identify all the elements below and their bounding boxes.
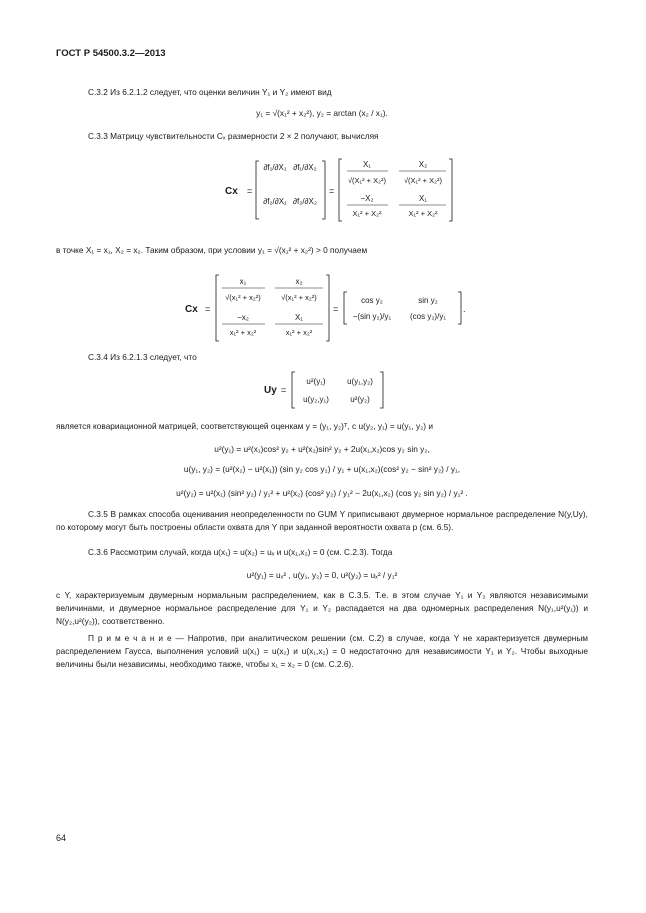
matrix-cell: √(x₁² + x₂²) [225, 293, 261, 302]
matrix-cell: u²(y₂) [350, 395, 370, 404]
paragraph-with-y: с Y, характеризуемым двумерным нормальным распределением, как в С.3.5. Т.е. в этом случае Y₁ и Y₂ являются независимыми величинами, и двумерное нормальное распределение для Y₁ и Y₂ распадается на два одномерных распределения N(y₁,u²(y₁)) и N(y₂,u²(y₂)), соответственно. [56, 590, 588, 626]
paragraph-c-3-5: С.3.5 В рамках способа оценивания неопределенности по GUM Y приписывают двумерное нормальное распределение N(y,Uy), по которому могут быть построены области охвата для Y при заданной вероятности охвата p (см. 6.5). [56, 509, 588, 532]
matrix-cell: √(X₁² + X₂²) [403, 176, 443, 185]
derivative-cell: ∂f₂/∂X₁ [263, 197, 287, 206]
matrix-lhs: Cx [185, 304, 198, 315]
matrix-cell: x₂ [295, 277, 303, 286]
svg-text:=: = [333, 304, 339, 314]
paragraph-is-covariance: является ковариационной матрицей, соответствующей оценкам y = (y₁, y₂)ᵀ, с u(y₂, y₁) = u(y₁, y₂) и [56, 421, 434, 431]
paragraph-c-3-4: С.3.4 Из 6.2.1.3 следует, что [88, 352, 197, 362]
matrix-cell: X₂ [418, 160, 428, 169]
matrix-cell: −(sin y₂)/y₁ [352, 312, 392, 321]
page-number: 64 [56, 833, 67, 843]
matrix-cell: √(X₁² + X₂²) [347, 176, 387, 185]
covariance-matrix [264, 370, 394, 410]
matrix-cell: u(y₁,y₂) [347, 377, 373, 386]
derivative-cell: ∂f₁/∂X₂ [293, 163, 317, 172]
formula-u2-y1: u²(y₁) = u²(x₁)cos² y₂ + u²(x₂)sin² y₂ + 2u(x₁,x₂)cos y₂ sin y₂, [214, 444, 430, 454]
formula-u-y1-y2: u(y₁, y₂) = (u²(x₂) − u²(x₁)) (sin y₂ cos y₂) / y₁ + u(x₁,x₂)(cos² y₂ − sin² y₂) / y₁, [183, 464, 461, 474]
matrix-cell: X₁ [294, 313, 304, 322]
formula-y1-y2: y₁ = √(x₁² + x₂²), y₂ = arctan (x₂ / x₁). [256, 108, 388, 118]
matrix-cell: (cos y₂)/y₁ [409, 312, 447, 321]
matrix-cell: X₁ [418, 194, 428, 203]
matrix-cell: u(y₂,y₁) [303, 395, 329, 404]
paragraph-c-3-3: С.3.3 Матрицу чувствительности Cₓ размерности 2 × 2 получают, вычисляя [88, 131, 379, 141]
matrix-lhs: Uy [264, 385, 277, 396]
svg-text:=: = [281, 385, 287, 395]
matrix-cell: u²(y₁) [306, 377, 326, 386]
formula-u2-y2: u²(y₂) = u²(x₁) (sin² y₂) / y₁² + u²(x₂) (cos² y₂) / y₁² − 2u(x₁,x₂) (cos y₂ sin y₂) / y₁² . [176, 488, 468, 498]
matrix-cell: X₁² + X₂² [352, 209, 382, 218]
paragraph-in-point: в точке X₁ = x₁, X₂ = x₂. Таким образом, при условии y₁ = √(x₁² + x₂²) > 0 получаем [56, 245, 368, 255]
matrix-cell: x₁² + x₂² [285, 328, 313, 337]
formula-independent-case: u²(y₁) = uₓ² , u(y₁, y₂) = 0, u²(y₂) = uₓ² / y₁² [246, 570, 398, 580]
matrix-lhs: Cx [225, 186, 238, 197]
matrix-cell: √(x₁² + x₂²) [281, 293, 317, 302]
derivative-cell: ∂f₁/∂X₁ [263, 163, 287, 172]
sensitivity-matrix-formula [225, 157, 455, 223]
paragraph-c-3-2: С.3.2 Из 6.2.1.2 следует, что оценки величин Y₁ и Y₂ имеют вид [88, 87, 332, 97]
matrix-cell: X₁ [362, 160, 372, 169]
derivative-cell: ∂f₂/∂X₂ [293, 197, 317, 206]
document-code: ГОСТ Р 54500.3.2—2013 [56, 48, 166, 59]
svg-text:=: = [329, 186, 335, 196]
matrix-cell: x₁² + x₂² [229, 328, 257, 337]
matrix-cell: −X₂ [360, 194, 374, 203]
svg-text:=: = [247, 186, 253, 196]
paragraph-c-3-6: С.3.6 Рассмотрим случай, когда u(x₁) = u(x₂) = uₓ и u(x₁,x₂) = 0 (см. С.2.3). Тогда [88, 547, 393, 557]
matrix-cell: X₁² + X₂² [408, 209, 438, 218]
sensitivity-matrix-evaluated [185, 272, 470, 344]
note: П р и м е ч а н и е — Напротив, при аналитическом решении (см. С.2) в случае, когда Y не характеризуется двумерным распределением Гаусса, выполнения условий u(x₁) = u(x₂) и u(x₁,x₂) = 0 недостаточно для независимости Y₁ и Y₂. Чтобы выходные величины были независимы, необходимо также, чтобы x₁ = x₂ = 0 (см. С.2.6). [56, 633, 588, 669]
matrix-cell: cos y₂ [361, 296, 383, 305]
svg-text:=: = [205, 304, 211, 314]
matrix-cell: x₁ [239, 277, 247, 286]
matrix-cell: sin y₂ [418, 296, 438, 305]
svg-text:.: . [463, 304, 466, 314]
matrix-cell: −x₂ [237, 313, 249, 322]
